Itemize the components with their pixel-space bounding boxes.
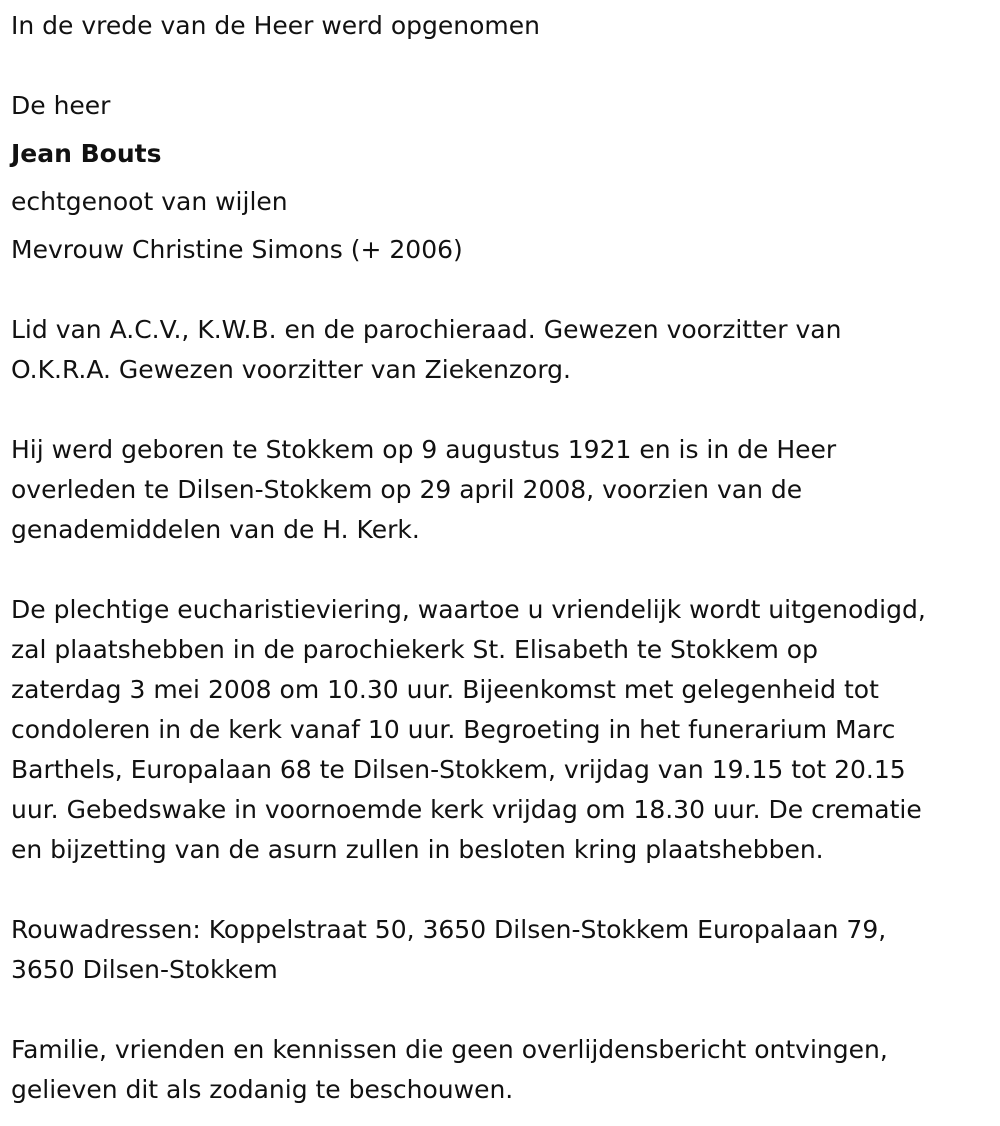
ceremony-line-2: zal plaatshebben in de parochiekerk St. Elisabeth te Stokkem op [11, 635, 818, 664]
ceremony-line-7: en bijzetting van de asurn zullen in besloten kring plaatshebben. [11, 835, 824, 864]
memberships-line-1: Lid van A.C.V., K.W.B. en de parochieraad. Gewezen voorzitter van [11, 315, 842, 344]
salutation: De heer [11, 91, 111, 120]
life-line-1: Hij werd geboren te Stokkem op 9 augustus 1921 en is in de Heer [11, 435, 837, 464]
life-line-2: overleden te Dilsen-Stokkem op 29 april 2008, voorzien van de [11, 475, 803, 504]
ceremony-line-4: condoleren in de kerk vanaf 10 uur. Begroeting in het funerarium Marc [11, 715, 896, 744]
addresses-line-1: Rouwadressen: Koppelstraat 50, 3650 Dilsen-Stokkem Europalaan 79, [11, 915, 887, 944]
ceremony-line-1: De plechtige eucharistieviering, waartoe u vriendelijk wordt uitgenodigd, [11, 595, 926, 624]
closing-line-2: gelieven dit als zodanig te beschouwen. [11, 1075, 514, 1104]
intro-line: In de vrede van de Heer werd opgenomen [11, 11, 540, 40]
deceased-name: Jean Bouts [11, 139, 162, 168]
closing-line-1: Familie, vrienden en kennissen die geen overlijdensbericht ontvingen, [11, 1035, 888, 1064]
memberships-line-2: O.K.R.A. Gewezen voorzitter van Ziekenzorg. [11, 355, 571, 384]
addresses-line-2: 3650 Dilsen-Stokkem [11, 955, 278, 984]
ceremony-line-5: Barthels, Europalaan 68 te Dilsen-Stokkem, vrijdag van 19.15 tot 20.15 [11, 755, 906, 784]
ceremony-line-3: zaterdag 3 mei 2008 om 10.30 uur. Bijeenkomst met gelegenheid tot [11, 675, 879, 704]
relation-line: echtgenoot van wijlen [11, 187, 288, 216]
life-line-3: genademiddelen van de H. Kerk. [11, 515, 420, 544]
spouse-line: Mevrouw Christine Simons (+ 2006) [11, 235, 463, 264]
ceremony-line-6: uur. Gebedswake in voornoemde kerk vrijdag om 18.30 uur. De crematie [11, 795, 922, 824]
